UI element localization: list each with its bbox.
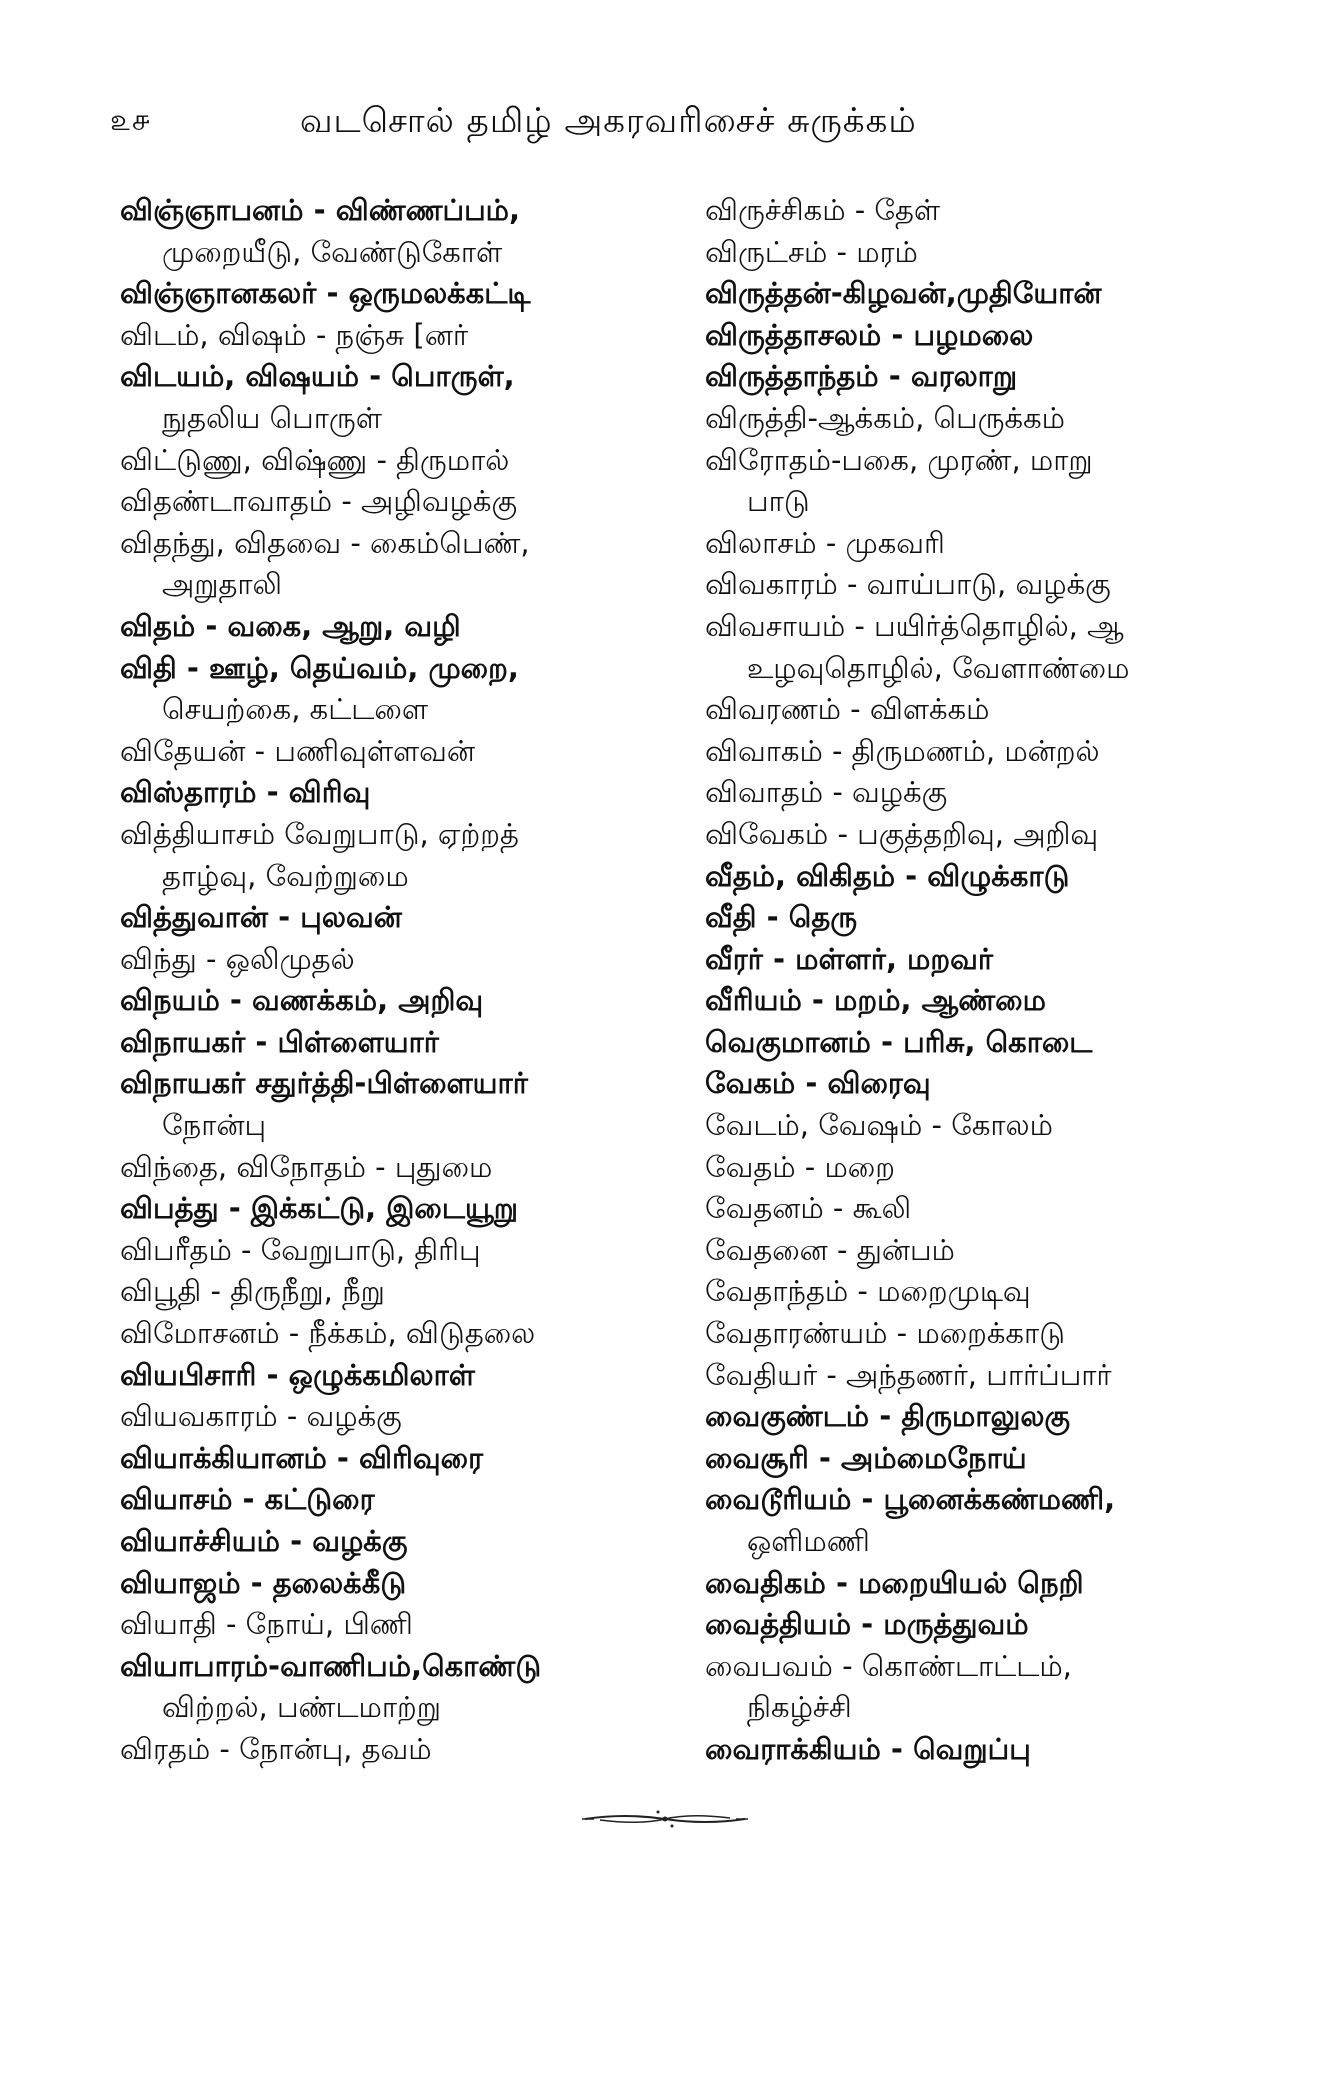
dictionary-entry: வியாபாரம்-வாணிபம்,கொண்டு: [120, 1648, 542, 1683]
dictionary-entry: வீதி - தெரு: [705, 900, 858, 935]
dictionary-entry: வைபவம் - கொண்டாட்டம்,: [705, 1648, 1072, 1683]
dictionary-entry: விரோதம்-பகை, முரண், மாறு: [705, 442, 1093, 477]
dictionary-entry: விருத்தன்-கிழவன்,முதியோன்: [705, 276, 1102, 311]
dictionary-entry: விஞ்ஞாபனம் - விண்ணப்பம்,: [120, 193, 521, 227]
entry-continuation: நிகழ்ச்சி: [747, 1690, 852, 1725]
dictionary-entry: விடம், விஷம் - நஞ்சு [னர்: [120, 317, 469, 352]
entry-continuation: செயற்கை, கட்டளை: [162, 692, 428, 727]
dictionary-entry: விநாயகர் - பிள்ளையார்: [120, 1024, 439, 1059]
dictionary-entry: விட்டுணு, விஷ்ணு - திருமால்: [120, 442, 510, 477]
dictionary-entry: வியாசம் - கட்டுரை: [120, 1482, 375, 1517]
entry-continuation: முறையீடு, வேண்டுகோள்: [162, 234, 503, 269]
entry-continuation: தாழ்வு, வேற்றுமை: [162, 858, 409, 893]
entry-continuation: நுதலிய பொருள்: [162, 400, 382, 435]
dictionary-entry: விவாதம் - வழக்கு: [705, 775, 948, 810]
dictionary-entry: விதேயன் - பணிவுள்ளவன்: [120, 733, 476, 768]
dictionary-entry: விதி - ஊழ், தெய்வம், முறை,: [120, 650, 519, 685]
dictionary-entry: விவசாயம் - பயிர்த்தொழில், ஆ: [705, 608, 1124, 643]
dictionary-entry: விபத்து - இக்கட்டு, இடையூறு: [120, 1191, 518, 1226]
dictionary-entry: வித்துவான் - புலவன்: [120, 900, 402, 935]
dictionary-entry: வைசூரி - அம்மைநோய்: [705, 1440, 1027, 1475]
dictionary-entry: வேதியர் - அந்தணர், பார்ப்பார்: [705, 1357, 1112, 1392]
dictionary-entry: வைதிகம் - மறையியல் நெறி: [705, 1565, 1084, 1600]
dictionary-entry: விருட்சம் - மரம்: [705, 234, 918, 269]
dictionary-entry: வைராக்கியம் - வெறுப்பு: [705, 1731, 1031, 1766]
dictionary-entry: விருச்சிகம் - தேள்: [705, 193, 941, 227]
dictionary-entry: வேதனை - துன்பம்: [705, 1232, 955, 1267]
dictionary-entry: விமோசனம் - நீக்கம், விடுதலை: [120, 1316, 536, 1351]
dictionary-entry: வேடம், வேஷம் - கோலம்: [705, 1108, 1053, 1143]
dictionary-entry: விபரீதம் - வேறுபாடு, திரிபு: [120, 1232, 481, 1267]
entry-continuation: பாடு: [747, 484, 810, 519]
dictionary-entry: வியவகாரம் - வழக்கு: [120, 1399, 402, 1434]
dictionary-entry: வேதாரண்யம் - மறைக்காடு: [705, 1316, 1066, 1351]
dictionary-entry: விலாசம் - முகவரி: [705, 525, 945, 560]
dictionary-entry: வியாச்சியம் - வழக்கு: [120, 1524, 408, 1558]
dictionary-entry: விதந்து, விதவை - கைம்பெண்,: [120, 525, 530, 560]
entry-continuation: உழவுதொழில், வேளாண்மை: [747, 650, 1130, 685]
dictionary-entry: வெகுமானம் - பரிசு, கொடை: [705, 1024, 1093, 1059]
entry-continuation: விற்றல், பண்டமாற்று: [162, 1690, 442, 1725]
dictionary-entry: வித்தியாசம் வேறுபாடு, ஏற்றத்: [120, 816, 519, 851]
dictionary-entry: விருத்தாசலம் - பழமலை: [705, 317, 1034, 352]
entry-continuation: நோன்பு: [162, 1108, 267, 1143]
dictionary-entry: வீரர் - மள்ளர், மறவர்: [705, 941, 994, 976]
dictionary-entry: விதண்டாவாதம் - அழிவழக்கு: [120, 484, 518, 519]
dictionary-entry: வைகுண்டம் - திருமாலுலகு: [705, 1399, 1071, 1434]
page-header: [110, 96, 1230, 146]
dictionary-entry: விரதம் - நோன்பு, தவம்: [120, 1731, 432, 1766]
dictionary-entry: விநயம் - வணக்கம், அறிவு: [120, 983, 484, 1018]
dictionary-entry: விவரணம் - விளக்கம்: [705, 692, 990, 727]
right-column: [705, 190, 1265, 1771]
dictionary-entry: விபூதி - திருநீறு, நீறு: [120, 1274, 385, 1309]
dictionary-entry: விருத்தி-ஆக்கம், பெருக்கம்: [705, 400, 1065, 435]
dictionary-entry: வைடூரியம் - பூனைக்கண்மணி,: [705, 1482, 1116, 1517]
dictionary-entry: விந்து - ஒலிமுதல்: [120, 941, 355, 976]
dictionary-entry: விவகாரம் - வாய்பாடு, வழக்கு: [705, 567, 1111, 602]
dictionary-entry: விடயம், விஷயம் - பொருள்,: [120, 359, 515, 394]
dictionary-entry: வைத்தியம் - மருத்துவம்: [705, 1607, 1029, 1642]
dictionary-entry: வேதம் - மறை: [705, 1149, 895, 1184]
dictionary-entry: வேகம் - விரைவு: [705, 1066, 931, 1101]
dictionary-entry: வியாக்கியானம் - விரிவுரை: [120, 1440, 484, 1475]
page-number: ௨௪: [110, 103, 151, 138]
dictionary-entry: வேதாந்தம் - மறைமுடிவு: [705, 1274, 1031, 1309]
dictionary-entry: விந்தை, விநோதம் - புதுமை: [120, 1149, 493, 1184]
dictionary-entry: விஸ்தாரம் - விரிவு: [120, 775, 371, 810]
entry-continuation: அறுதாலி: [162, 567, 283, 602]
dictionary-entry: விவேகம் - பகுத்தறிவு, அறிவு: [705, 816, 1099, 851]
dictionary-entry: வியபிசாரி - ஒழுக்கமிலாள்: [120, 1357, 475, 1392]
page-title: வடசொல் தமிழ் அகரவரிசைச் சுருக்கம்: [300, 101, 917, 141]
dictionary-entry: விஞ்ஞானகலர் - ஒருமலக்கட்டி: [120, 276, 531, 311]
dictionary-entry: விதம் - வகை, ஆறு, வழி: [120, 608, 461, 643]
left-column: [120, 190, 680, 1771]
dictionary-entry: விவாகம் - திருமணம், மன்றல்: [705, 733, 1100, 768]
entry-continuation: ஒளிமணி: [747, 1524, 870, 1558]
dictionary-entry: வீதம், விகிதம் - விழுக்காடு: [705, 858, 1070, 893]
dictionary-entry: வீரியம் - மறம், ஆண்மை: [705, 983, 1046, 1018]
dictionary-entry: வேதனம் - கூலி: [705, 1191, 912, 1226]
dictionary-entry: வியாஜம் - தலைக்கீடு: [120, 1565, 407, 1600]
dictionary-entry: விநாயகர் சதுர்த்தி-பிள்ளையார்: [120, 1066, 528, 1101]
decorative-divider-icon: [580, 1807, 750, 1831]
dictionary-entry: விருத்தாந்தம் - வரலாறு: [705, 359, 1018, 394]
dictionary-entry: வியாதி - நோய், பிணி: [120, 1607, 413, 1642]
